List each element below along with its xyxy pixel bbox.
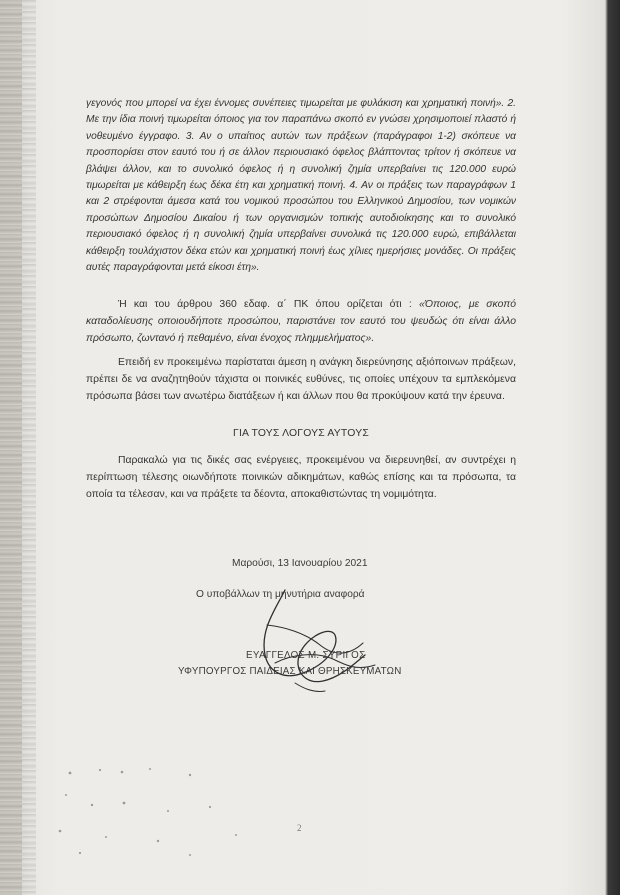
article-intro: Ή και του άρθρου 360 εδαφ. α΄ ΠΚ όπου ορίζεται ότι : bbox=[118, 299, 419, 310]
article-quote: «Όποιος, με σκοπό καταδολίευσης οποιουδήποτε προσώπου, παριστάνει τον εαυτό του ψευδώς ότι είναι άλλο πρόσωπο, ζωντανό ή πεθαμένο, είναι ένοχος πλημμελήματος». bbox=[86, 299, 516, 345]
request-paragraph: Παρακαλώ για τις δικές σας ενέργειες, προκειμένου να διερευνηθεί, αν συντρέχει η περίπτωση τέλεσης οιωνδήποτε ποινικών αδικημάτων, καθώς επίσης και τα πρόσωπα, τα οποία τα τέλεσαν, και να πράξετε τα δέοντα, αποκαθιστώντας τη νομιμότητα. bbox=[86, 455, 516, 501]
scan-specks bbox=[40, 745, 270, 865]
section-heading: ΓΙΑ ΤΟΥΣ ΛΟΓΟΥΣ ΑΥΤΟΥΣ bbox=[233, 428, 369, 439]
article-paragraph bbox=[86, 296, 516, 348]
urgency-paragraph: Επειδή εν προκειμένω παρίσταται άμεση η ανάγκη διερεύνησης αξιόποινων πράξεων, πρέπει δε να αναζητηθούν τάχιστα οι ποινικές ευθύνες, τις οποίες υπέχουν τα εμπλεκόμενα πρόσωπα βάσει των ανωτέρω διατάξεων ή και άλλων που θα προκύψουν κατά την έρευνα. bbox=[86, 357, 516, 403]
law-paragraph: γεγονός που μπορεί να έχει έννομες συνέπειες τιμωρείται με φυλάκιση και χρηματική ποινή». 2. Με την ίδια ποινή τιμωρείται όποιος για τον παραπάνω σκοπό εν γνώσει χρησιμοποιεί πλαστό ή νοθευμένο έγγραφο. 3. Αν ο υπαίτιος αυτών των πράξεων (παράγραφοι 1-2) σκόπευε να προσπορίσει στον εαυτό του ή σε άλλον περιουσιακό όφελος βλάπτοντας τρίτον ή σκόπευε να βλάψει άλλον, και το συνολικό όφελος ή η συνολική ζημία υπερβαίνει τις 120.000 ευρώ τιμωρείται με κάθειρξη έως δέκα έτη και χρηματική ποινή. 4. Αν οι πράξεις των παραγράφων 1 και 2 στρέφονται άμεσα κατά του νομικού προσώπου του Ελληνικού Δημοσίου, των νομικών προσώπων Δημοσίου Δικαίου ή των οργανισμών τοπικής αυτοδιοίκησης και το συνολικό περιουσιακό όφελος ή η συνολική ζημία υπερβαίνει συνολικά τις 120.000 ευρώ, επιβάλλεται κάθειρξη τουλάχιστον δέκα ετών και χρηματική ποινή έως χίλιες ημερήσιες μονάδες. Οι πράξεις αυτές παραγράφονται μετά είκοσι έτη». bbox=[86, 98, 516, 274]
handwritten-signature bbox=[245, 585, 395, 700]
signer-name: ΕΥΑΓΓΕΛΟΣ Μ. ΣΥΡΙΓΟΣ bbox=[246, 650, 366, 661]
submitter-line: Ο υποβάλλων τη μηνυτήρια αναφορά bbox=[196, 589, 365, 600]
page-number: 2 bbox=[297, 823, 302, 833]
binding-edge bbox=[0, 0, 22, 895]
binding-shadow bbox=[22, 0, 36, 895]
signer-title: ΥΦΥΠΟΥΡΓΟΣ ΠΑΙΔΕΙΑΣ ΚΑΙ ΘΡΗΣΚΕΥΜΑΤΩΝ bbox=[178, 666, 402, 677]
date-line: Μαρούσι, 13 Ιανουαρίου 2021 bbox=[232, 558, 368, 569]
